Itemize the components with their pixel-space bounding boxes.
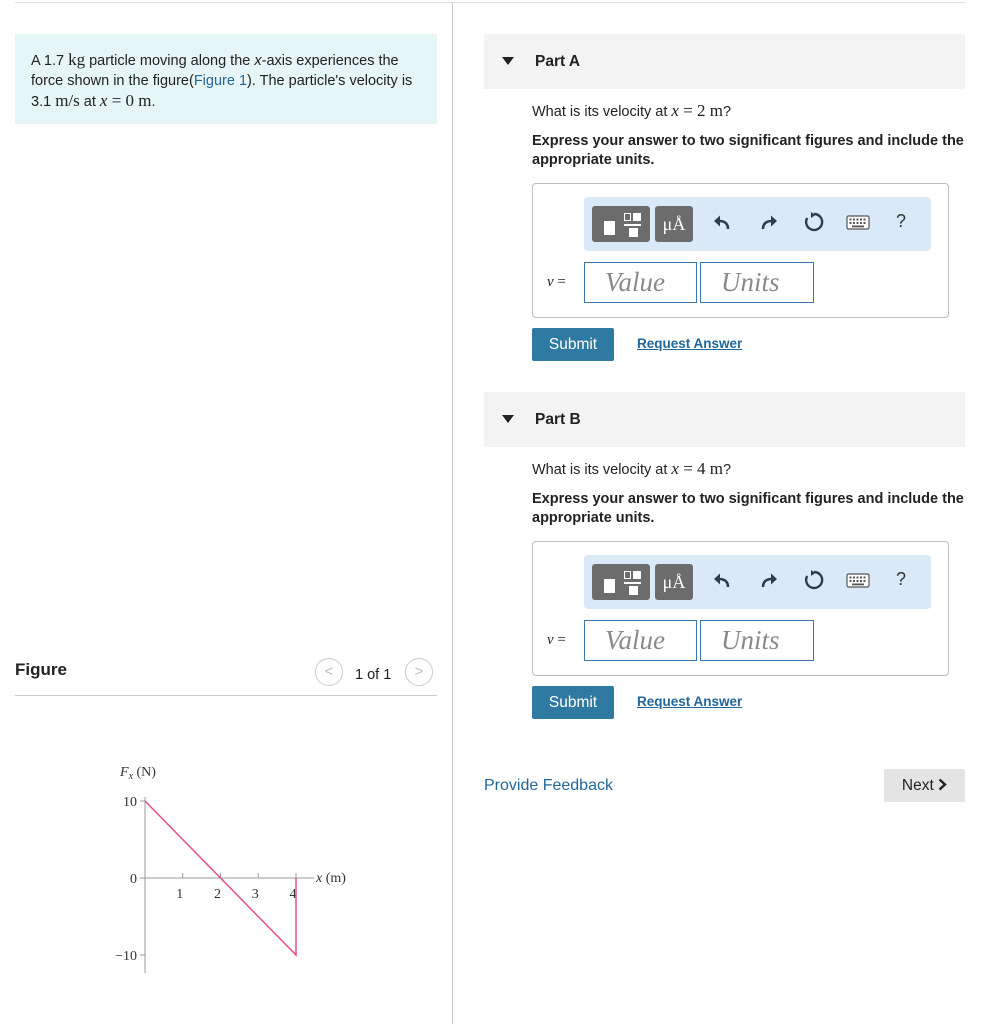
y-tick-label: −10 <box>115 949 137 964</box>
undo-icon[interactable] <box>712 212 734 234</box>
request-answer-link[interactable]: Request Answer <box>637 336 743 351</box>
question-unit: m <box>709 459 724 478</box>
problem-text-4: at <box>79 94 100 110</box>
value-input[interactable] <box>584 262 697 303</box>
collapse-triangle-icon[interactable] <box>502 57 514 65</box>
x-axis-label: x (m) <box>316 871 346 886</box>
part-title: Part B <box>535 411 581 428</box>
column-divider <box>452 2 453 1024</box>
units-icon[interactable]: μÅ <box>655 206 693 242</box>
x-tick-label: 2 <box>214 887 221 902</box>
collapse-triangle-icon[interactable] <box>502 415 514 423</box>
top-rule <box>15 2 965 3</box>
figure-prev-button[interactable]: < <box>315 658 343 686</box>
request-answer-link[interactable]: Request Answer <box>637 694 743 709</box>
figure-header <box>15 656 437 696</box>
next-button[interactable] <box>884 769 965 802</box>
submit-button[interactable]: Submit <box>532 686 614 719</box>
reset-icon[interactable] <box>802 568 826 592</box>
variable-eq: = <box>553 632 566 648</box>
next-label: Next <box>901 776 934 794</box>
value-input[interactable] <box>584 620 697 661</box>
math-toolbar <box>584 197 931 251</box>
help-icon[interactable]: ? <box>896 211 907 231</box>
problem-statement <box>15 34 437 124</box>
axis-var: x <box>254 53 262 69</box>
problem-text-lead: A 1.7 <box>31 53 65 69</box>
question-text: What is its velocity at <box>532 104 672 120</box>
answer-box <box>532 541 949 676</box>
y-tick-label: 10 <box>123 795 137 810</box>
y-tick-label: 0 <box>130 872 137 887</box>
math-toolbar <box>584 555 931 609</box>
units-icon[interactable]: μÅ <box>655 564 693 600</box>
part-title: Part A <box>535 53 581 70</box>
velocity-unit: m/s <box>55 91 80 110</box>
part-question <box>532 459 731 479</box>
chevron-right-icon <box>938 778 947 791</box>
redo-icon[interactable] <box>757 212 779 234</box>
templates-icon[interactable] <box>592 564 650 600</box>
help-icon[interactable]: ? <box>896 569 907 589</box>
provide-feedback-link[interactable]: Provide Feedback <box>484 777 613 794</box>
position-unit: m <box>134 91 152 110</box>
part-instruction: Express your answer to two significant figures and include the appropriate units. <box>532 133 964 168</box>
undo-icon[interactable] <box>712 570 734 592</box>
question-text: What is its velocity at <box>532 462 672 478</box>
answer-variable-label <box>547 274 566 291</box>
y-axis-label: $F_x$ (N) <box>120 765 156 782</box>
units-input[interactable] <box>700 620 814 661</box>
problem-text-2: -axis experiences the force shown in the figure( <box>31 53 399 89</box>
problem-period: . <box>151 94 156 110</box>
mass-unit: kg <box>68 50 86 69</box>
part-instruction: Express your answer to two significant figures and include the appropriate units. <box>532 491 964 526</box>
part-header[interactable] <box>484 34 965 89</box>
part-question <box>532 101 731 121</box>
problem-text-1: particle moving along the <box>85 53 255 69</box>
question-unit: m <box>709 101 724 120</box>
question-var: x <box>671 101 679 120</box>
templates-icon[interactable] <box>592 206 650 242</box>
answer-variable-label <box>547 632 566 649</box>
question-var: x <box>671 459 679 478</box>
force-chart <box>95 755 375 980</box>
keyboard-icon[interactable] <box>846 573 870 589</box>
redo-icon[interactable] <box>757 570 779 592</box>
question-end: ? <box>723 104 732 120</box>
question-eq: = 2 <box>678 101 710 120</box>
problem-text-3: ). The particle's velocity is 3.1 <box>31 72 413 110</box>
question-eq: = 4 <box>678 459 710 478</box>
figure-counter: 1 of 1 <box>355 667 392 683</box>
figure-title: Figure <box>15 660 67 679</box>
x-tick-label: 3 <box>251 887 259 902</box>
submit-button[interactable]: Submit <box>532 328 614 361</box>
units-input[interactable] <box>700 262 814 303</box>
part-header[interactable] <box>484 392 965 447</box>
keyboard-icon[interactable] <box>846 215 870 231</box>
position-eq: = 0 <box>107 91 135 110</box>
figure-next-button[interactable]: > <box>405 658 433 686</box>
answer-box <box>532 183 949 318</box>
variable-symbol: v <box>547 632 554 648</box>
x-tick-label: 4 <box>289 887 297 902</box>
variable-symbol: v <box>547 274 554 290</box>
figure-link[interactable]: Figure 1 <box>193 72 248 89</box>
x-tick-label: 1 <box>176 887 184 902</box>
variable-eq: = <box>553 274 566 290</box>
question-end: ? <box>723 462 732 478</box>
position-var: x <box>99 91 108 110</box>
reset-icon[interactable] <box>802 210 826 234</box>
